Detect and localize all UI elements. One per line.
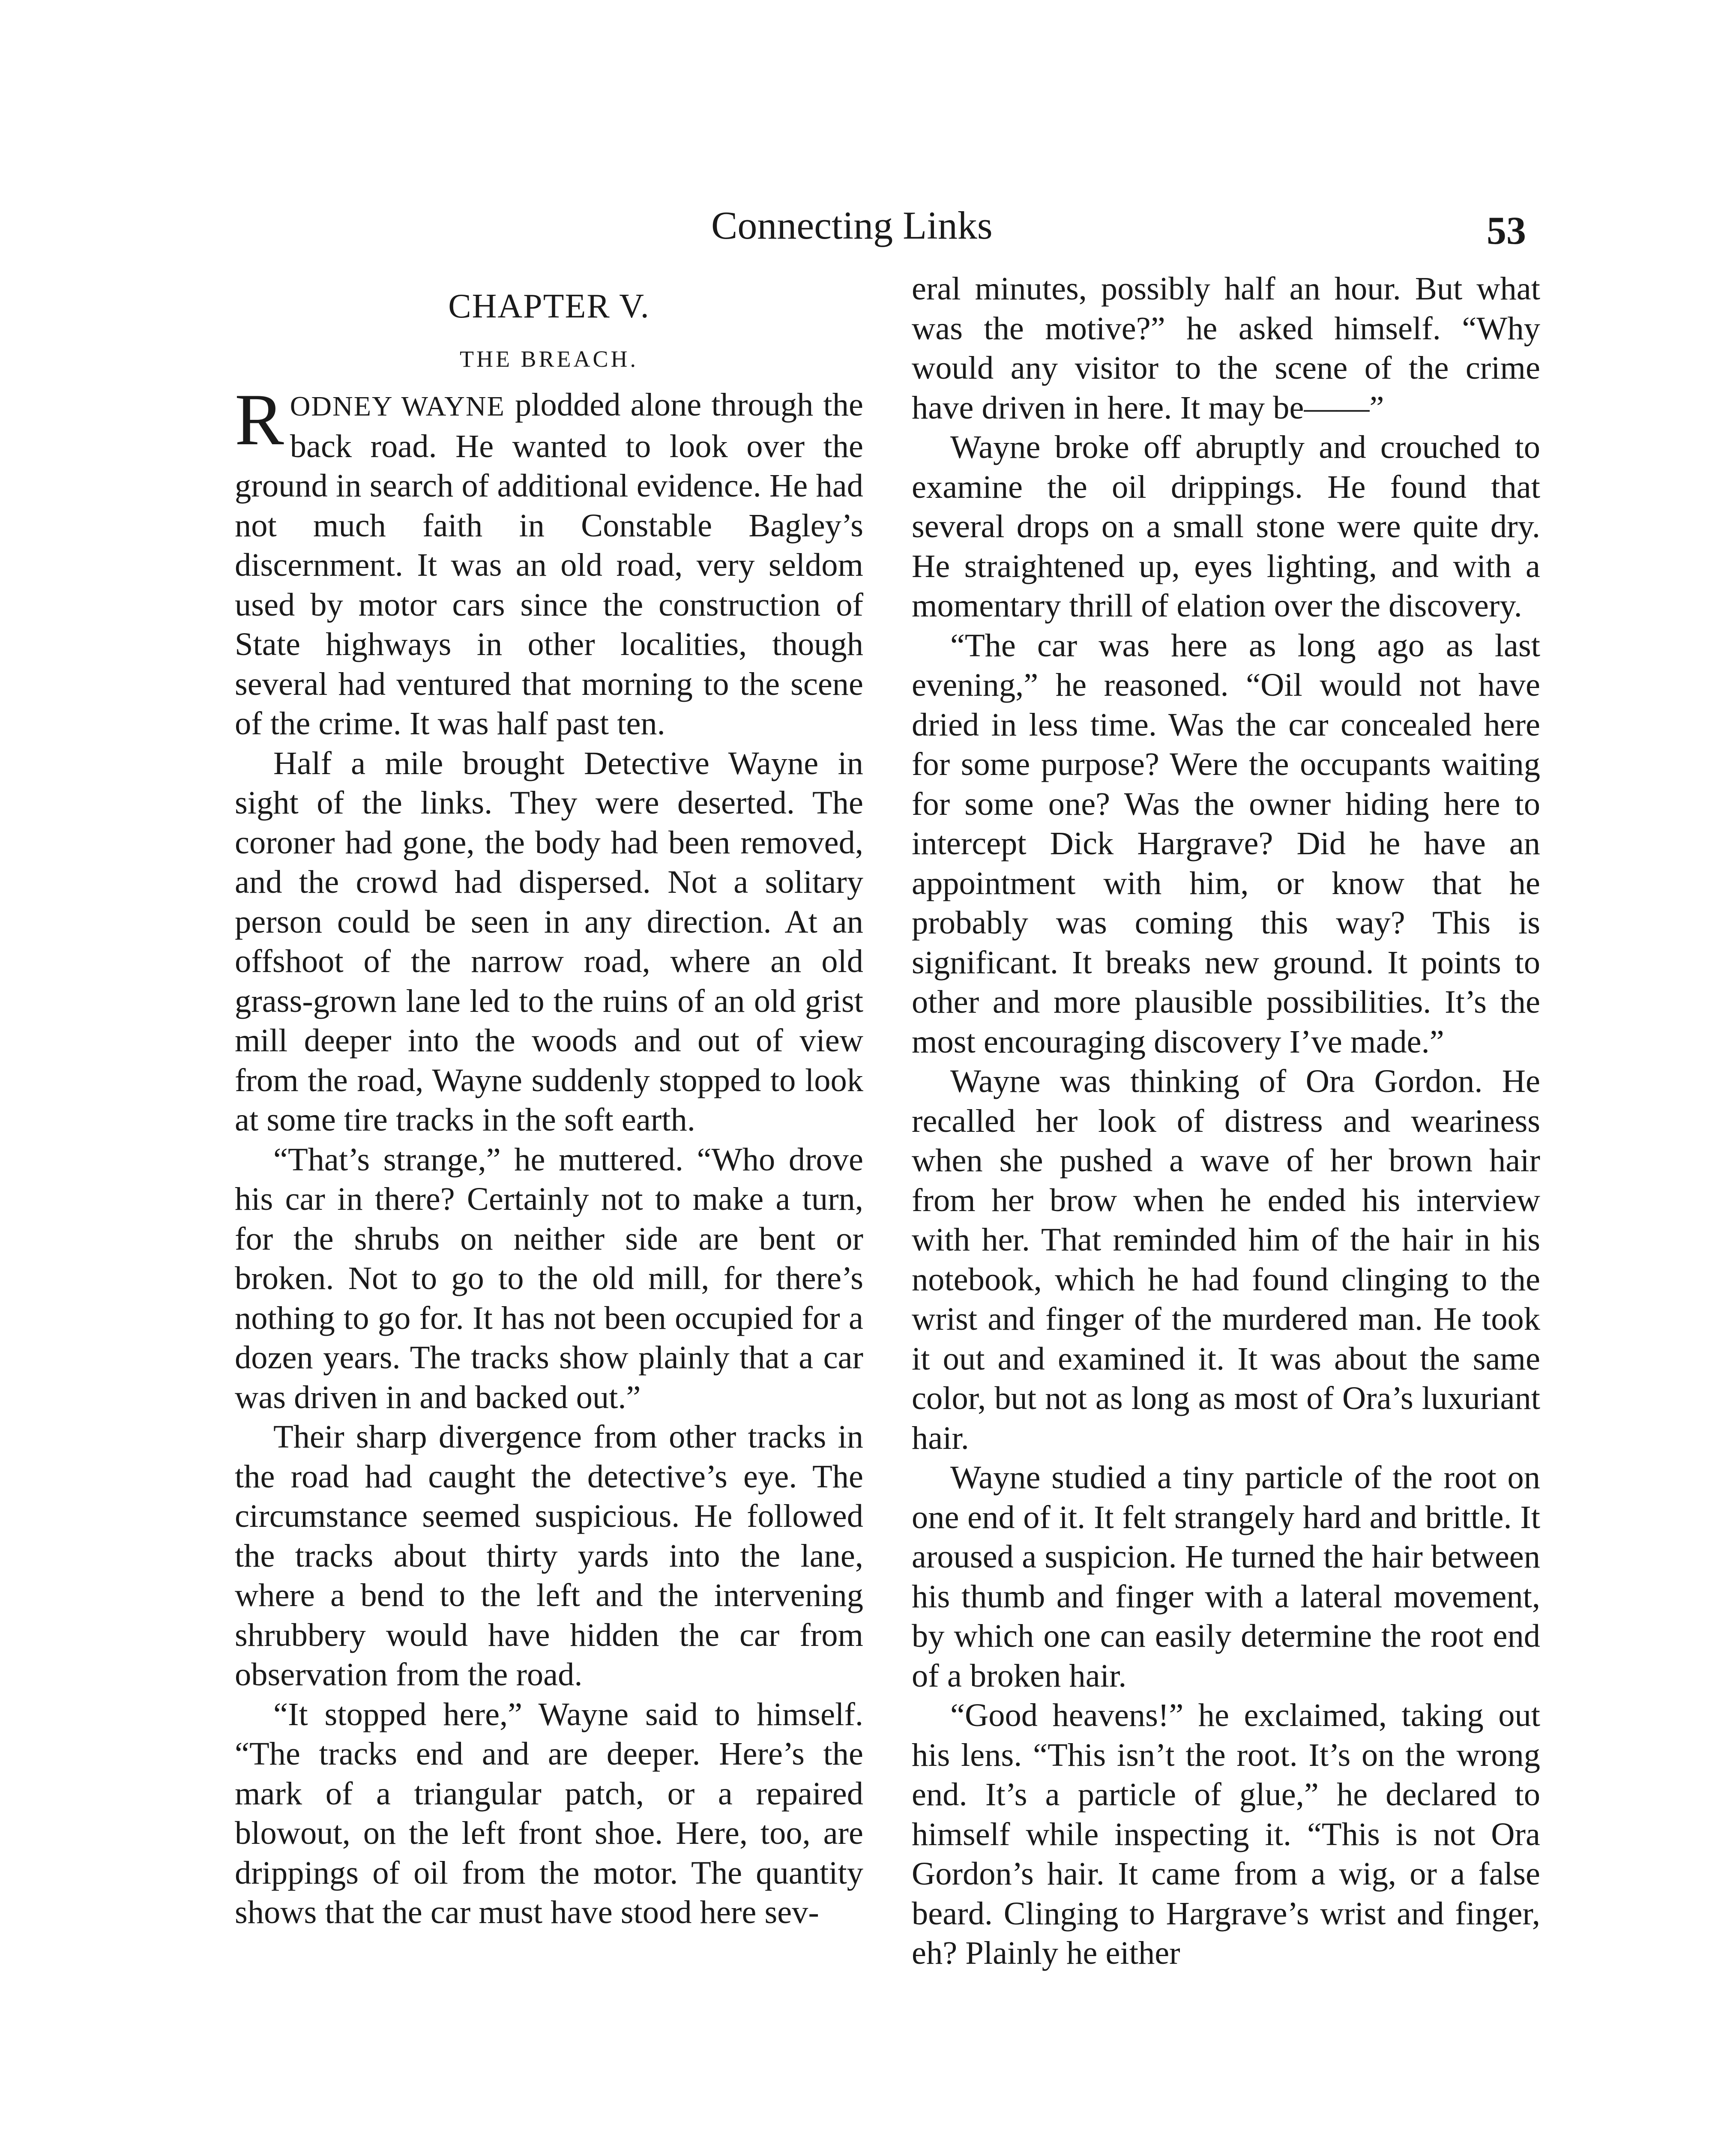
opening-paragraph [235, 379, 863, 744]
right-column [912, 269, 1540, 1973]
continued-paragraph: eral minutes, possibly half an hour. But what was the motive?” he asked himself. “Why would any visitor to the scene of the crime have driven in here. It may be——” [912, 270, 1540, 426]
paragraph: Wayne broke off abruptly and crouched to examine the oil drippings. He found that several drops on a small stone were quite dry. He straightened up, eyes lighting, and with a momentary thrill of elation over the discovery. [912, 429, 1540, 624]
paragraph: Wayne studied a tiny particle of the root on one end of it. It felt strangely hard and brittle. It aroused a suspicion. He turned the hair between his thumb and finger with a lateral movement, by which one can easily determine the root end of a broken hair. [912, 1459, 1540, 1694]
paragraph: “That’s strange,” he muttered. “Who drove his car in there? Certainly not to make a turn, for the shrubs on neither side are bent or broken. Not to go to the old mill, for there’s nothing to go for. It has not been occupied for a dozen years. The tracks show plainly that a car was driven in and backed out.” [235, 1141, 863, 1415]
paragraph: “The car was here as long ago as last evening,” he reasoned. “Oil would not have dried in less time. Was the car concealed here for some purpose? Were the occupants waiting for some one? Was the owner hiding here to intercept Dick Hargrave? Did he have an appointment with him, or know that he probably was coming this way? This is significant. It breaks new ground. It points to other and more plausible possibilities. It’s the most encouraging discovery I’ve made.” [912, 627, 1540, 1060]
paragraph: “Good heavens!” he exclaimed, taking out his lens. “This isn’t the root. It’s on the wrong end. It’s a particle of glue,” he declared to himself while inspecting it. “This is not Ora Gordon’s hair. It came from a wig, or a false beard. Clinging to Hargrave’s wrist and finger, eh? Plainly he either [912, 1697, 1540, 1971]
paragraph: Their sharp divergence from other tracks in the road had caught the detective’s eye. The circumstance seemed suspicious. He followed the tracks about thirty yards into the lane, where a bend to the left and the intervening shrubbery would have hidden the car from observation from the road. [235, 1418, 863, 1693]
opening-text: plodded alone through the back road. He wanted to look over the ground in search of additional evidence. He had not much faith in Constable Bagley’s discernment. It was an old road, very seldom used by motor cars since the construction of State highways in other localities, though several had ventured that morning to the scene of the crime. It was half past ten. [235, 386, 863, 742]
drop-cap: R [235, 379, 284, 461]
left-column [235, 276, 863, 1933]
paragraph: Wayne was thinking of Ora Gordon. He recalled her look of distress and weariness when she pushed a wave of her brown hair from her brow when he ended his interview with her. That reminded him of the hair in his notebook, which he had found clinging to the wrist and finger of the murdered man. He took it out and examined it. It was about the same color, but not as long as most of Ora’s luxuriant hair. [912, 1063, 1540, 1456]
running-header-title: Connecting Links [711, 203, 993, 247]
page-number: 53 [1487, 209, 1526, 252]
paragraph: “It stopped here,” Wayne said to himself. “The tracks end and are deeper. Here’s the mark of a triangular patch, or a repaired blowout, on the left front shoe. Here, too, are drippings of oil from the motor. The quantity shows that the car must have stood here sev- [235, 1696, 863, 1930]
paragraph: Half a mile brought Detective Wayne in sight of the links. They were deserted. The coroner had gone, the body had been removed, and the crowd had dispersed. Not a solitary person could be seen in any direction. At an offshoot of the narrow road, where an old grass-grown lane led to the ruins of an old grist mill deeper into the woods and out of view from the road, Wayne suddenly stopped to look at some tire tracks in the soft earth. [235, 745, 863, 1138]
chapter-subtitle: THE BREACH. [460, 346, 638, 372]
opening-caps: ODNEY WAYNE [290, 391, 505, 422]
chapter-number: CHAPTER V. [448, 287, 650, 325]
